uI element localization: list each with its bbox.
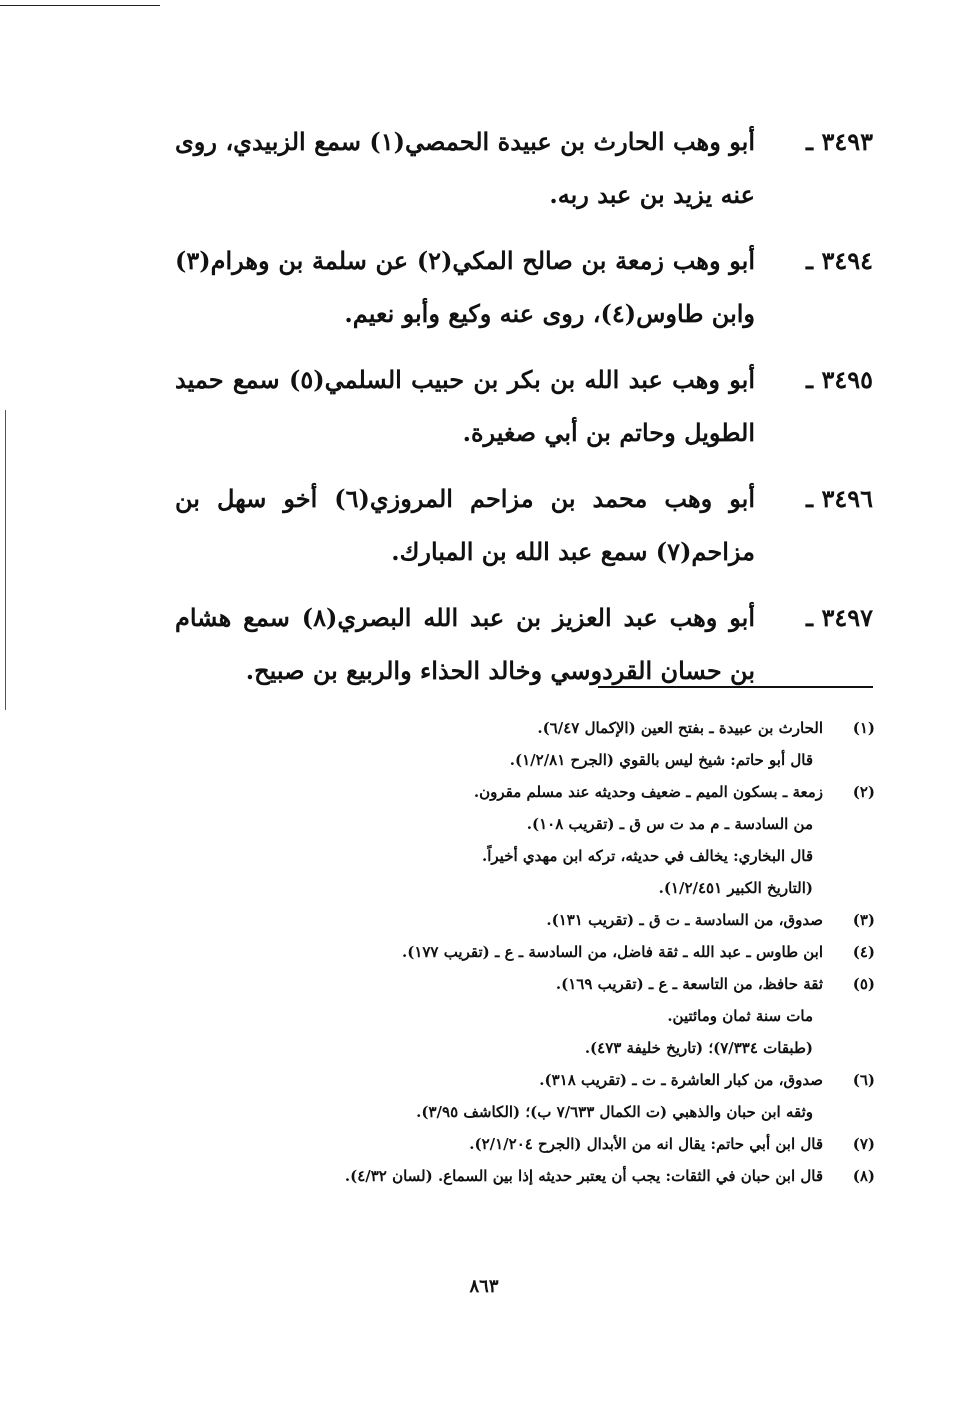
footnote-number: (٦) — [852, 1071, 875, 1089]
footnote-number: (٤) — [852, 943, 875, 961]
footnote-number: (١) — [852, 719, 875, 737]
footnote-line: قال أبو حاتم: شيخ ليس بالقوي (الجرح ١/٢/٨١). — [509, 751, 813, 769]
footnote — [260, 1128, 875, 1160]
entry-text: أبو وهب محمد بن مزاحم المروزي(٦) أخو سهل بن مزاحم(٧) سمع عبد الله بن المبارك. — [175, 484, 755, 566]
footnote — [260, 968, 875, 1064]
footnote-line: مات سنة ثمان ومائتين. — [667, 1007, 813, 1025]
footnote-line: الحارث بن عبيدة ـ بفتح العين (الإكمال ٦/٤٧). — [537, 719, 823, 737]
entry-number: ٣٤٩٦ ـ — [806, 484, 873, 513]
footnote-line: (طبقات ٧/٣٣٤)؛ (تاريخ خليفة ٤٧٣). — [584, 1039, 813, 1057]
scan-edge-mark — [0, 5, 160, 6]
entry — [175, 115, 873, 221]
page-number: ٨٦٣ — [469, 1276, 499, 1297]
footnote-line: ابن طاوس ـ عبد الله ـ ثقة فاضل، من السادسة ـ ع ـ (تقريب ١٧٧). — [401, 943, 823, 961]
entry-number: ٣٤٩٧ ـ — [806, 603, 873, 632]
footnote-line: وثقه ابن حبان والذهبي (ت الكمال ٧/٦٣٣ ب)؛ (الكاشف ٣/٩٥). — [416, 1103, 813, 1121]
footnote-line: زمعة ـ بسكون الميم ـ ضعيف وحديثه عند مسلم مقرون. — [473, 783, 823, 801]
entry-text: أبو وهب عبد الله بن بكر بن حبيب السلمي(٥) سمع حميد الطويل وحاتم بن أبي صغيرة. — [175, 365, 755, 447]
footnote-separator — [598, 686, 873, 688]
footnote-line: قال ابن أبي حاتم: يقال انه من الأبدال (الجرح ٢/١/٢٠٤). — [469, 1135, 823, 1153]
entry — [175, 234, 873, 340]
footnote-line: من السادسة ـ م مد ت س ق ـ (تقريب ١٠٨). — [526, 815, 813, 833]
footnote-number: (٥) — [852, 975, 875, 993]
footnote-line: قال ابن حبان في الثقات: يجب أن يعتبر حديثه إذا بين السماع. (لسان ٤/٣٢). — [344, 1167, 823, 1185]
entry-number: ٣٤٩٥ ـ — [806, 365, 873, 394]
entry — [175, 591, 873, 697]
footnote — [260, 712, 875, 776]
entry-text: أبو وهب عبد العزيز بن عبد الله البصري(٨) سمع هشام بن حسان القردوسي وخالد الحذاء والربيع بن صبيح. — [175, 603, 756, 685]
entries-list — [175, 115, 873, 710]
footnotes-list — [260, 712, 875, 1192]
entry-number: ٣٤٩٣ ـ — [806, 127, 873, 156]
footnote — [260, 936, 875, 968]
footnote-number: (٣) — [852, 911, 875, 929]
entry — [175, 353, 873, 459]
footnote-number: (٨) — [852, 1167, 875, 1185]
footnote-line: ثقة حافظ، من التاسعة ـ ع ـ (تقريب ١٦٩). — [555, 975, 823, 993]
footnote-number: (٢) — [852, 783, 875, 801]
footnote — [260, 776, 875, 904]
footnote — [260, 1160, 875, 1192]
footnote — [260, 904, 875, 936]
entry-text: أبو وهب زمعة بن صالح المكي(٢) عن سلمة بن وهرام(٣) وابن طاوس(٤)، روى عنه وكيع وأبو نعيم. — [175, 246, 755, 328]
scan-edge-line — [5, 410, 6, 710]
footnote-line: صدوق، من كبار العاشرة ـ ت ـ (تقريب ٣١٨). — [539, 1071, 823, 1089]
entry — [175, 472, 873, 578]
footnote-line: قال البخاري: يخالف في حديثه، تركه ابن مهدي أخيراً. — [482, 847, 813, 865]
footnote-line: (التاريخ الكبير ١/٢/٤٥١). — [658, 879, 813, 897]
footnote — [260, 1064, 875, 1128]
entry-text: أبو وهب الحارث بن عبيدة الحمصي(١) سمع الزبيدي، روى عنه يزيد بن عبد ربه. — [175, 127, 756, 209]
footnote-line: صدوق، من السادسة ـ ت ق ـ (تقريب ١٣١). — [546, 911, 823, 929]
footnote-number: (٧) — [852, 1135, 875, 1153]
entry-number: ٣٤٩٤ ـ — [806, 246, 873, 275]
